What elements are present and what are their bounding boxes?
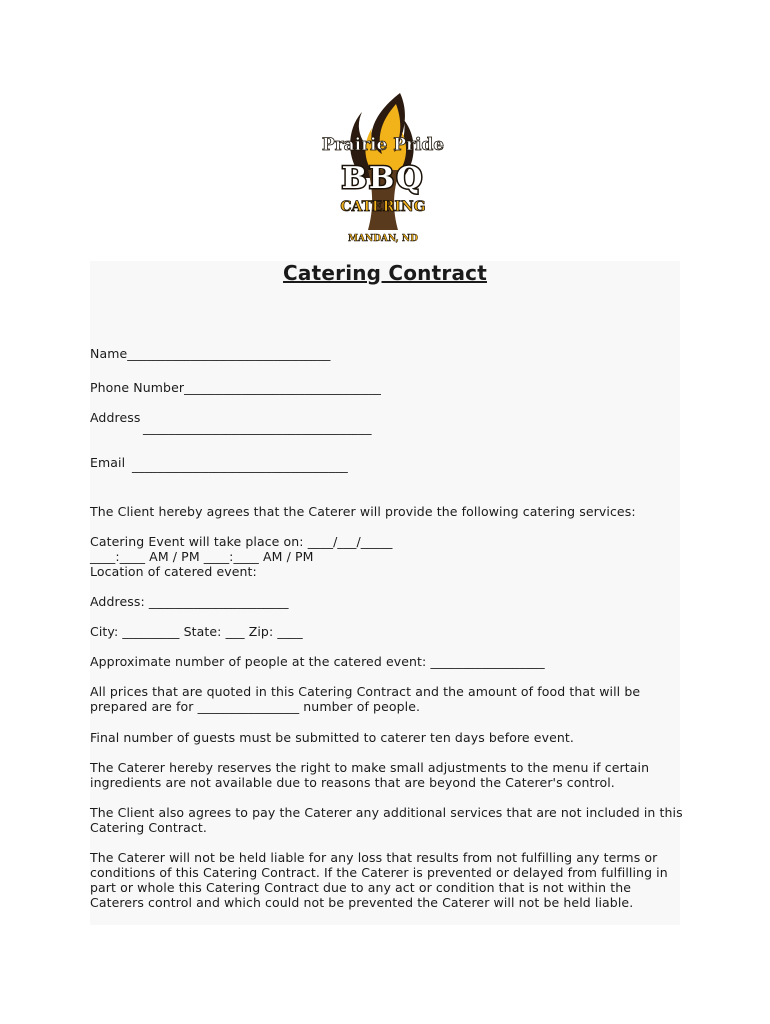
paragraph-line: The Caterer hereby reserves the right to make small adjustments to the menu if certain <box>90 760 650 775</box>
phone-field[interactable]: Phone Number_______________________________ <box>90 380 381 395</box>
people-count-line[interactable]: Approximate number of people at the catered event: __________________ <box>90 654 545 669</box>
logo-line-4: MANDAN, ND <box>348 234 418 244</box>
paragraph-line: All prices that are quoted in this Catering Contract and the amount of food that will be <box>90 684 641 699</box>
address-line[interactable]: Address: ______________________ <box>90 594 289 609</box>
prairie-pride-bbq-logo <box>318 90 448 245</box>
final-number-text: Final number of guests must be submitted to caterer ten days before event. <box>90 730 574 745</box>
city-state-zip-line[interactable]: City: _________ State: ___ Zip: ____ <box>90 624 303 639</box>
logo-line-1: Prairie Pride <box>321 135 445 155</box>
paragraph-line: ingredients are not available due to reasons that are beyond the Caterer's control. <box>90 775 615 790</box>
adjustments-paragraph <box>90 760 680 790</box>
page-title: Catering Contract <box>283 261 487 285</box>
logo-line-3: CATERING <box>340 199 426 215</box>
paragraph-line: The Client also agrees to pay the Caterer any additional services that are not included in this <box>90 805 683 820</box>
email-field[interactable]: __________________________________ <box>132 458 348 473</box>
address-field[interactable]: ____________________________________ <box>143 420 372 435</box>
additional-services-paragraph <box>90 805 683 835</box>
paragraph-line[interactable]: prepared are for ________________ number of people. <box>90 699 421 714</box>
paragraph-line: conditions of this Catering Contract. If the Caterer is prevented or delayed from fulfilling in <box>90 865 668 880</box>
intro-text: The Client hereby agrees that the Caterer will provide the following catering services: <box>90 504 636 519</box>
paragraph-line: part or whole this Catering Contract due to any act or condition that is not within the <box>90 880 632 895</box>
location-label: Location of catered event: <box>90 564 257 579</box>
name-field[interactable]: Name________________________________ <box>90 346 331 361</box>
event-time-line[interactable]: ____:____ AM / PM ____:____ AM / PM <box>90 549 314 564</box>
event-date-line[interactable]: Catering Event will take place on: ____/___/_____ <box>90 534 393 549</box>
paragraph-line: Catering Contract. <box>90 820 207 835</box>
email-label: Email <box>90 455 126 470</box>
paragraph-line: Caterers control and which could not be prevented the Caterer will not be held liable. <box>90 895 634 910</box>
prices-paragraph <box>90 684 680 714</box>
paragraph-line: The Caterer will not be held liable for any loss that results from not fulfilling any terms or <box>90 850 658 865</box>
liability-paragraph <box>90 850 680 910</box>
address-label: Address <box>90 410 141 425</box>
contract-document <box>90 261 683 925</box>
logo-line-2: BBQ <box>341 161 425 196</box>
company-logo <box>318 90 448 245</box>
